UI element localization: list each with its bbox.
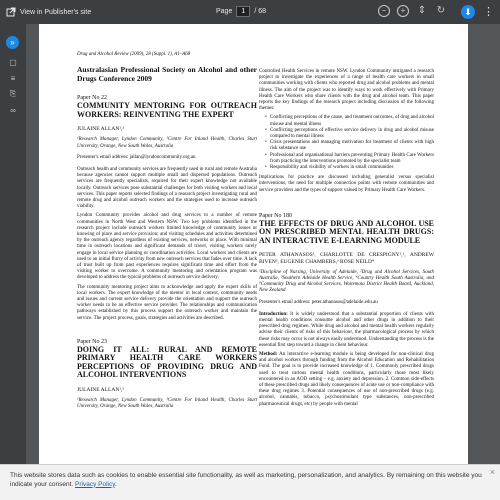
rotate-icon[interactable]: ↻ (436, 5, 446, 16)
conference-title: Australasian Professional Society on Alcohol and other Drugs Conference 2009 (77, 65, 257, 83)
list-item: • Conflicting perceptions of the cause, and treatment outcomes, of drug and alcohol misuse and mental illness (265, 115, 434, 127)
cookie-text: This website stores data such as cookies to enable essential site functionality, as well as marketing, personalization, and analytics. By remaining on this website you indicate your consent. (10, 472, 482, 488)
paper-title: DOING IT ALL: RURAL AND REMOTE PRIMARY HEALTH CARE WORKERS PERCEPTIONS OF PROVIDING DRUG AND ALCOHOL INTERVENTIONS (77, 344, 257, 380)
paper-number: Paper No 180 (259, 212, 292, 219)
pdf-toolbar (0, 0, 500, 24)
zoom-in-icon[interactable]: + (397, 5, 409, 17)
journal-citation: Drug and Alcohol Review (2009), 28 (Suppl. 1), A1–A68 (77, 52, 191, 57)
paper-body: Lyndon Community provides alcohol and drug services to a number of remote communities in North West and Western NSW. Two key problems identified in the research project include outreach workers limited knowledge of community issues or knowing of place and service provision; and visiting schedules and activities determined by the outreach agency regardless of existing services, networks or place. With minimal time in outreach locations and significant demands of travel, visiting workers rarely engage in local service planning or coordination activities. Local workers and clients are used to an initial flurry of activity from new outreach services that fades over time. A lack of trust built up from past experiences requires significant time and effort from the visiting worker to overcome. A community mentoring and orientation program was developed to address the typical problems of outreach service delivery. (77, 213, 257, 281)
view-publisher-label: View in Publisher's site (20, 8, 92, 16)
paper-affiliation: ¹Research Manager, Lyndon Community, ²Centre For Inland Health, Charles Sturt University, Orange, New South Wales, Australia (77, 398, 257, 410)
page-total: / 68 (254, 8, 267, 15)
paper-title: COMMUNITY MENTORING FOR OUTREACH WORKERS: REINVENTING THE EXPERT (77, 101, 257, 119)
list-item: • Professional and organisational barriers preventing Primary Health Care Workers from practicing the interventions promoted by the specialist team (265, 153, 434, 165)
attachment-icon[interactable]: ⎘ (9, 89, 17, 98)
paper-body: Outreach health and community services are frequently used in rural and remote Australia because agencies cannot support multiple small and dispersed populations. Outreach services are frequently specialists, required for their expert knowledge not available locally. Outreach services pose substantial challenges for both visiting workers and local services. This paper reports selected findings of a research project investigating rural and remote drug and alcohol outreach workers and the strategies used to increase outreach viability. (77, 167, 257, 210)
page-number-input[interactable] (236, 6, 250, 17)
left-column (77, 52, 257, 416)
paper-authors: JULAINE ALLAN¹,² (77, 386, 124, 393)
link-icon[interactable]: ∞ (10, 105, 16, 115)
themes-list (265, 115, 434, 171)
right-column (259, 69, 434, 411)
page-navigator (216, 6, 266, 17)
list-item: • Responsibility and visibility of workers in small communities (265, 165, 434, 171)
pdf-sidebar (0, 24, 26, 500)
privacy-policy-link[interactable]: Privacy Policy (75, 480, 116, 488)
paper-number: Paper No 22 (77, 95, 107, 102)
presenter-email: Presenter's email address: jallan@lyndoncommunity.org.au (77, 154, 196, 160)
paper-body: Implications for practice are discussed including generalist versus specialist interventions, the need for multiple connection points with remote communities and service providers and the types of support valued by Primary Health Care Workers. (259, 175, 434, 193)
section-label: Introduction: (259, 311, 288, 317)
presenter-email: Presenter's email address: peter.athanasos@adelaide.edu.au (259, 299, 378, 305)
expand-icon[interactable]: » (6, 36, 19, 49)
paper-authors: PETER ATHANASOS¹, CHARLOTTE DE CRESPIGNY¹,², ANDREW BIVEN³, EUGENIE CHAMBERS,³ ROSE NEILD⁴ (259, 252, 434, 265)
download-icon[interactable]: ⬇ (461, 5, 475, 19)
paper-body: The community mentoring project aims to acknowledge and apply the expert skills of local workers. The expert knowledge of the mentor in local context, community needs and issues and current service delivery provide the orientation and support the outreach worker needs to be an effective service provider. The relationships and communication pathways established by this process support the outreach worker and maintain the service. The project process, goals, strategies and activities are described. (77, 284, 257, 321)
list-icon[interactable]: ≡ (10, 73, 16, 83)
section-text: An interactive e-learning module is being developed for non-clinical drug and alcohol workers through funding from the Alcohol Education and Rehabilitation Fund. The goal is to provide increased knowledge of 1. Commonly prescribed drugs used to treat various mental health conditions, particularly those most likely encountered in an AOD setting – e.g. anxiety and depression. 2. Common side-effects of these prescribed drugs and likely consequences of acute use or non-compliance with these drug regimes 3. Potential consequences of use of non-prescribed drugs (e.g. alcohol, cannabis, tobacco, psychostimulant type substances, non-prescribed pharmaceutical drugs, etc) by people with mental (259, 352, 434, 407)
zoom-out-icon[interactable]: − (378, 5, 390, 17)
external-link-icon (6, 7, 16, 17)
paper-title: THE EFFECTS OF DRUG AND ALCOHOL USE ON PRESCRIBED MENTAL HEALTH DRUGS: AN INTERACTIVE E-LEARNING MODULE (259, 218, 434, 245)
fit-page-icon[interactable]: ⇕ (417, 5, 427, 16)
section-text: It is widely understood that a substantial proportion of clients with mental health conditions consume alcohol and other drugs in addition to their prescribed drug regimen. While drug and alcohol and mental health workers regularly advise their clients of risks of this behaviour, the pharmacological process by which these risks may occur is not always easily understood. Understanding the process is the essential first step toward a change in client behaviour. (259, 311, 435, 348)
close-icon[interactable]: × (489, 467, 495, 477)
paper-affiliation: ¹Research Manager, Lyndon Community, ²Centre For Inland Health, Charles Sturt University, Orange, New South Wales, Australia (77, 137, 257, 149)
cookie-banner: This website stores data such as cookies to enable essential site functionality, as well as marketing, personalization, and analytics. By remaining on this website you indicate your consent. Privacy Policy. × (0, 464, 500, 500)
zoom-controls (378, 5, 447, 17)
list-item: • Crisis presentations and managing motivation for treatment of clients with high risk substance use (265, 140, 434, 152)
page-label: Page (216, 8, 233, 15)
paper-authors: JULAINE ALLAN¹,² (77, 126, 124, 133)
paper-body (259, 352, 434, 408)
view-publisher-link[interactable] (0, 7, 91, 17)
pdf-page (39, 24, 468, 500)
paper-body (259, 312, 434, 349)
paper-number: Paper No 23 (77, 338, 107, 345)
section-label: Method: (259, 352, 278, 357)
page-icon[interactable]: ▢ (9, 57, 17, 67)
paper-body: Controlled Health Services in remote NSW. Lyndon Community instigated a research project to investigate the experiences of a range of health care workers in small communities working with clients who reported drug and alcohol problems and mental illness. The aim of the project was to identify ways to work effectively with Primary Health Care Workers who share clients with the drug and alcohol team. This paper reports the key findings of the research project including discussion of the following themes: (259, 69, 434, 112)
paper-affiliation: ¹Discipline of Nursing, University of Adelaide, ²Drug and Alcohol Services, South Australia, ³Southern Adelaide Health Service, ⁴Country Health South Australia, and ⁵Community Drug and Alcohol Services, Waitemata District Health Board, Auckland, New Zealand (259, 269, 434, 294)
more-icon[interactable]: ⋮ (483, 6, 494, 18)
list-item: • Conflicting perceptions of effective service delivery in drug and alcohol misuse compared to mental illness (265, 128, 434, 140)
